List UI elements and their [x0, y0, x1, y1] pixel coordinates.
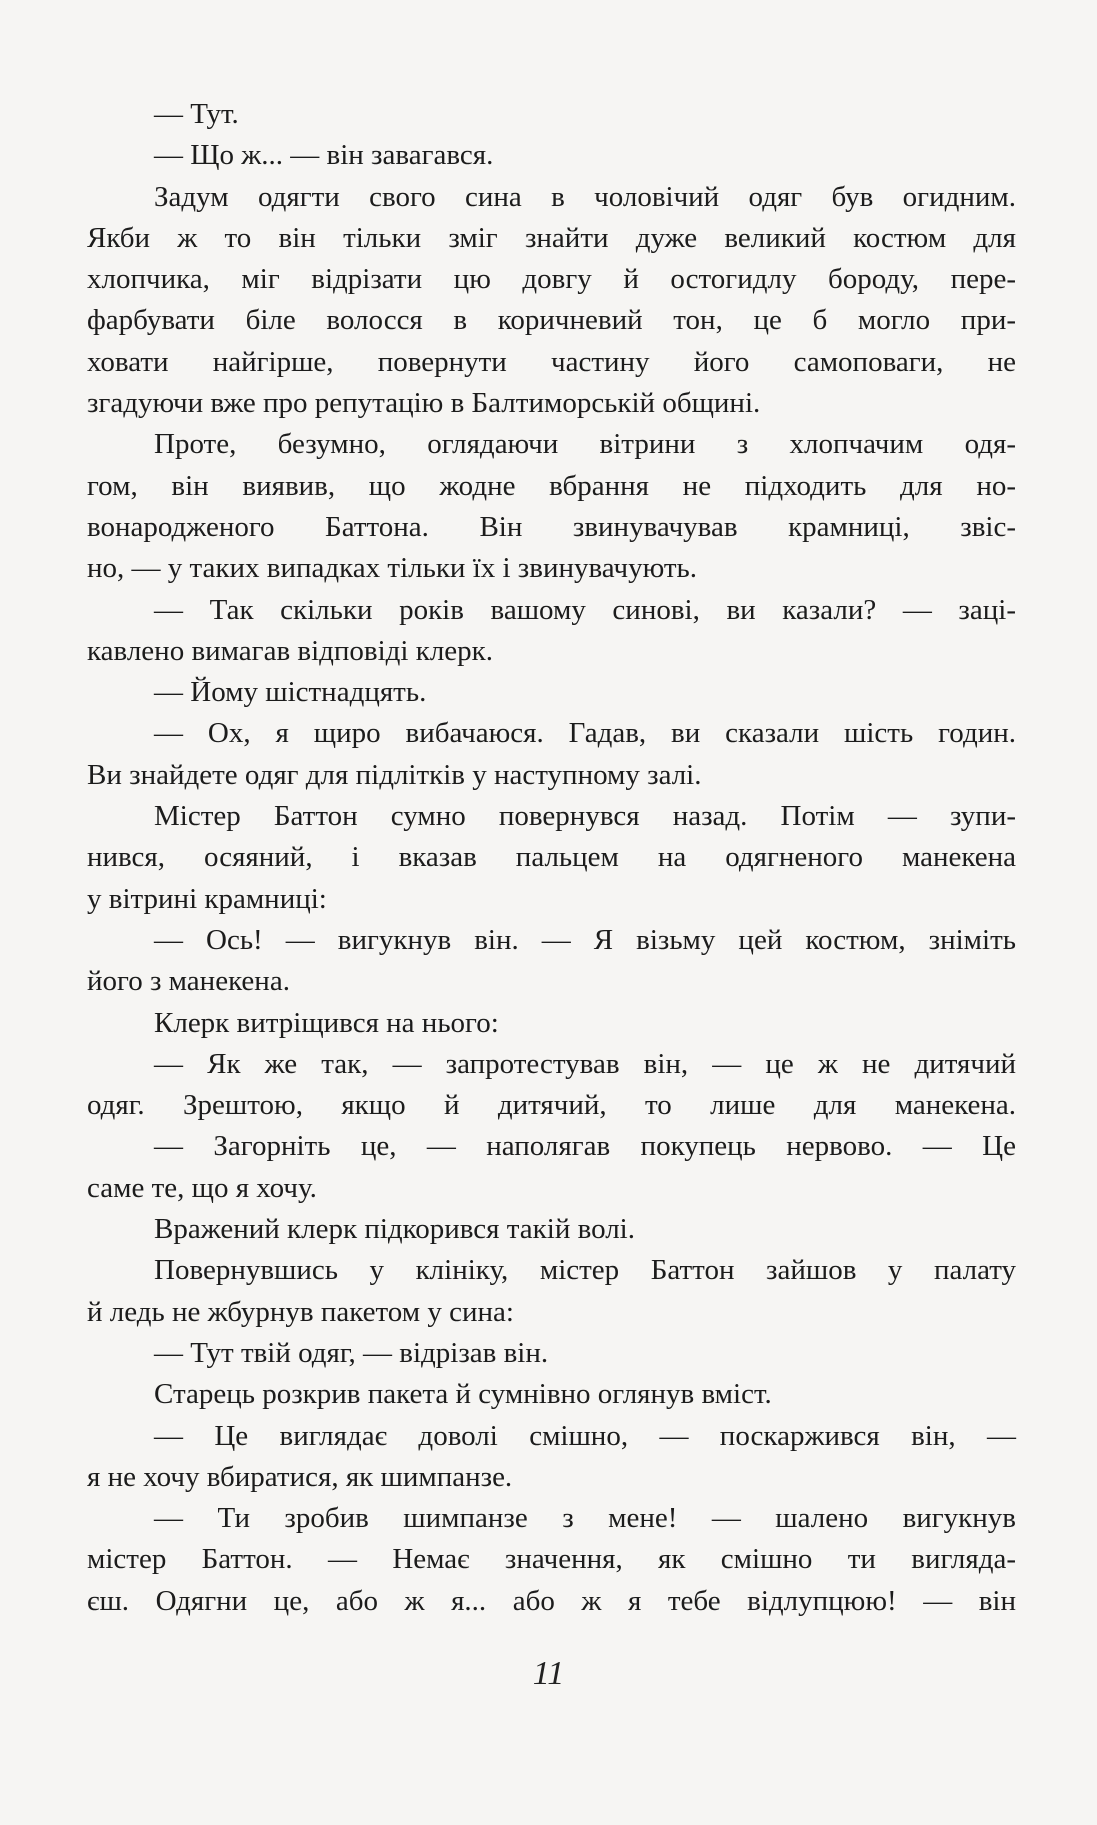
- text-line: гом, він виявив, що жодне вбрання не підходить для но-: [87, 469, 1016, 502]
- text-line: Проте, безумно, оглядаючи вітрини з хлопчачим одя-: [154, 428, 1016, 461]
- text-line: — Це виглядає доволі смішно, — поскаржився він, —: [154, 1419, 1016, 1452]
- text-line: фарбувати біле волосся в коричневий тон, це б могло при-: [87, 304, 1016, 337]
- text-line: містер Баттон. — Немає значення, як смішно ти вигляда-: [87, 1543, 1016, 1576]
- text-line: його з манекена.: [87, 965, 290, 998]
- text-line: — Що ж... — він завагався.: [154, 139, 494, 172]
- text-line: — Ти зробив шимпанзе з мене! — шалено вигукнув: [154, 1502, 1016, 1535]
- text-line: ховати найгірше, повернути частину його самоповаги, не: [87, 345, 1016, 378]
- text-line: Вражений клерк підкорився такій волі.: [154, 1213, 635, 1246]
- text-line: Повернувшись у клініку, містер Баттон зайшов у палату: [154, 1254, 1016, 1287]
- text-line: хлопчика, міг відрізати цю довгу й остогидлу бороду, пере-: [87, 263, 1016, 296]
- text-line: — Тут твій одяг, — відрізав він.: [154, 1336, 549, 1369]
- text-line: й ледь не жбурнув пакетом у сина:: [87, 1295, 514, 1328]
- page-number: 11: [532, 1655, 565, 1692]
- text-line: Задум одягти свого сина в чоловічий одяг був огидним.: [154, 180, 1016, 213]
- text-line: одяг. Зрештою, якщо й дитячий, то лише для манекена.: [87, 1089, 1016, 1122]
- text-line: — Ось! — вигукнув він. — Я візьму цей костюм, зніміть: [154, 923, 1016, 956]
- text-line: — Загорніть це, — наполягав покупець нервово. — Це: [154, 1130, 1016, 1163]
- text-line: єш. Одягни це, або ж я... або ж я тебе відлупцюю! — він: [87, 1584, 1016, 1617]
- text-line: Містер Баттон сумно повернувся назад. Потім — зупи-: [154, 800, 1016, 833]
- text-line: нився, осяяний, і вказав пальцем на одягненого манекена: [87, 841, 1016, 874]
- text-line: я не хочу вбиратися, як шимпанзе.: [87, 1460, 513, 1493]
- text-line: саме те, що я хочу.: [87, 1171, 317, 1204]
- text-line: но, — у таких випадках тільки їх і звинувачують.: [87, 552, 698, 585]
- text-line: — Тут.: [154, 98, 239, 130]
- text-line: Старець розкрив пакета й сумнівно оглянув вміст.: [154, 1378, 772, 1411]
- text-line: — Йому шістнадцять.: [154, 676, 427, 709]
- page-body-text: [87, 94, 1016, 1622]
- text-line: — Ох, я щиро вибачаюся. Гадав, ви сказали шість годин.: [154, 717, 1016, 750]
- text-line: кавлено вимагав відповіді клерк.: [87, 634, 493, 667]
- text-line: згадуючи вже про репутацію в Балтиморській общині.: [87, 387, 761, 420]
- text-line: — Так скільки років вашому синові, ви казали? — заці-: [154, 593, 1016, 626]
- text-line: Ви знайдете одяг для підлітків у наступному залі.: [87, 758, 702, 791]
- text-line: Якби ж то він тільки зміг знайти дуже великий костюм для: [87, 221, 1016, 254]
- text-line: вонародженого Баттона. Він звинувачував крамниці, звіс-: [87, 510, 1016, 543]
- text-line: Клерк витріщився на нього:: [154, 1006, 499, 1039]
- text-line: у вітрині крамниці:: [87, 882, 327, 915]
- text-line: — Як же так, — запротестував він, — це ж не дитячий: [154, 1047, 1016, 1080]
